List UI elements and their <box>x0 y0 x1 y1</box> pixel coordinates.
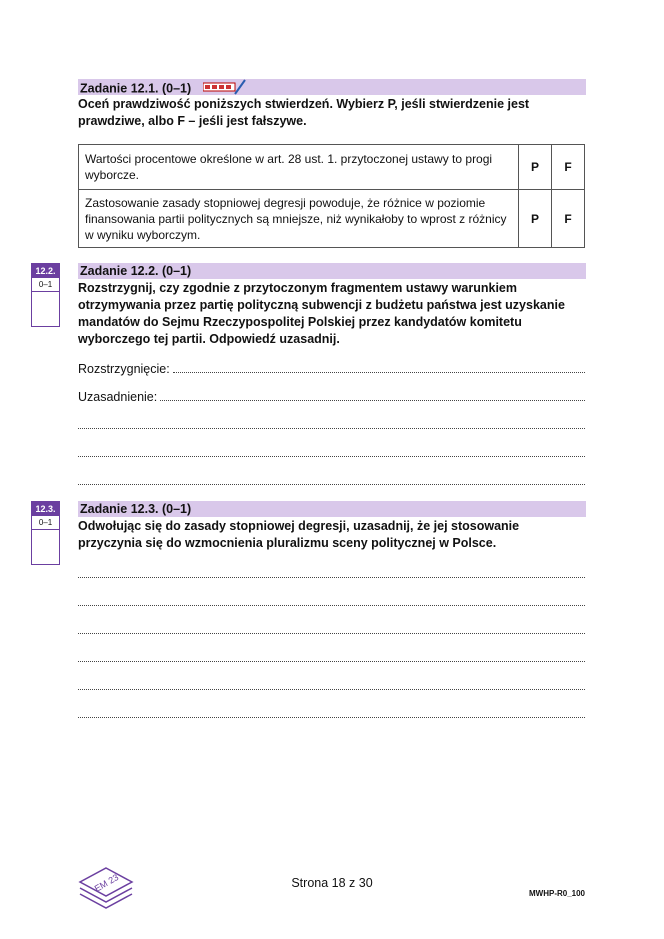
score-box-points: 0–1 <box>32 516 59 530</box>
score-box-12-3 <box>31 501 60 565</box>
task-12-1-header <box>78 79 586 95</box>
answer-line[interactable] <box>78 605 585 606</box>
decision-label: Rozstrzygnięcie: <box>78 362 170 376</box>
justification-label: Uzasadnienie: <box>78 390 158 404</box>
task-12-2-header <box>78 263 586 279</box>
task-12-1-instruction: Oceń prawdziwość poniższych stwierdzeń. Wybierz P, jeśli stwierdzenie jest prawdziwe, albo F – jeśli jest fałszywe. <box>78 97 530 128</box>
answer-f[interactable]: F <box>552 145 585 190</box>
page-number: Strona 18 z 30 <box>291 876 373 890</box>
task-12-1-title: Zadanie 12.1. (0–1) <box>80 81 192 96</box>
task-12-2-title: Zadanie 12.2. (0–1) <box>80 264 192 278</box>
answer-line[interactable] <box>78 633 585 634</box>
table-row <box>79 190 585 248</box>
answer-line[interactable] <box>78 689 585 690</box>
answer-p[interactable]: P <box>519 190 552 248</box>
answer-line[interactable] <box>78 717 585 718</box>
statement-cell: Zastosowanie zasady stopniowej degresji powoduje, że różnice w poziomie finansowania partii politycznych są mniejsze, niż wynikałoby to wprost z różnicy w wyniku wyborczym. <box>79 190 519 248</box>
score-box-number: 12.3. <box>32 502 59 516</box>
table-row <box>79 145 585 190</box>
task-12-3-title: Zadanie 12.3. (0–1) <box>80 502 192 516</box>
answer-line[interactable] <box>78 577 585 578</box>
score-box-number: 12.2. <box>32 264 59 278</box>
justification-answer-line[interactable] <box>160 400 585 401</box>
score-box-empty <box>32 292 59 326</box>
answer-f[interactable]: F <box>552 190 585 248</box>
logo-icon <box>78 866 134 915</box>
answer-line[interactable] <box>78 456 585 457</box>
task-12-2-instruction: Rozstrzygnij, czy zgodnie z przytoczonym fragmentem ustawy warunkiem otrzymywania przez partię polityczną subwencji z budżetu państwa jest uzyskanie mandatów do Sejmu Rzeczypospolitej Polskiej przez kandydatów komitetu wyborczego tej partii. Odpowiedź uzasadnij. <box>78 281 565 346</box>
task-12-3-header <box>78 501 586 517</box>
true-false-table <box>78 144 585 248</box>
svg-text:EM 23: EM 23 <box>92 872 121 894</box>
decision-answer-line[interactable] <box>173 372 585 373</box>
score-box-12-2 <box>31 263 60 327</box>
score-box-empty <box>32 530 59 564</box>
document-code: MWHP-R0_100 <box>528 889 585 898</box>
task-12-3-instruction: Odwołując się do zasady stopniowej degresji, uzasadnij, że jej stosowanie przyczynia się do wzmocnienia pluralizmu sceny politycznej w Polsce. <box>78 519 520 550</box>
answer-line[interactable] <box>78 484 585 485</box>
answer-line[interactable] <box>78 661 585 662</box>
statement-cell: Wartości procentowe określone w art. 28 ust. 1. przytoczonej ustawy to progi wyborcze. <box>79 145 519 190</box>
score-box-points: 0–1 <box>32 278 59 292</box>
answer-p[interactable]: P <box>519 145 552 190</box>
answer-line[interactable] <box>78 428 585 429</box>
